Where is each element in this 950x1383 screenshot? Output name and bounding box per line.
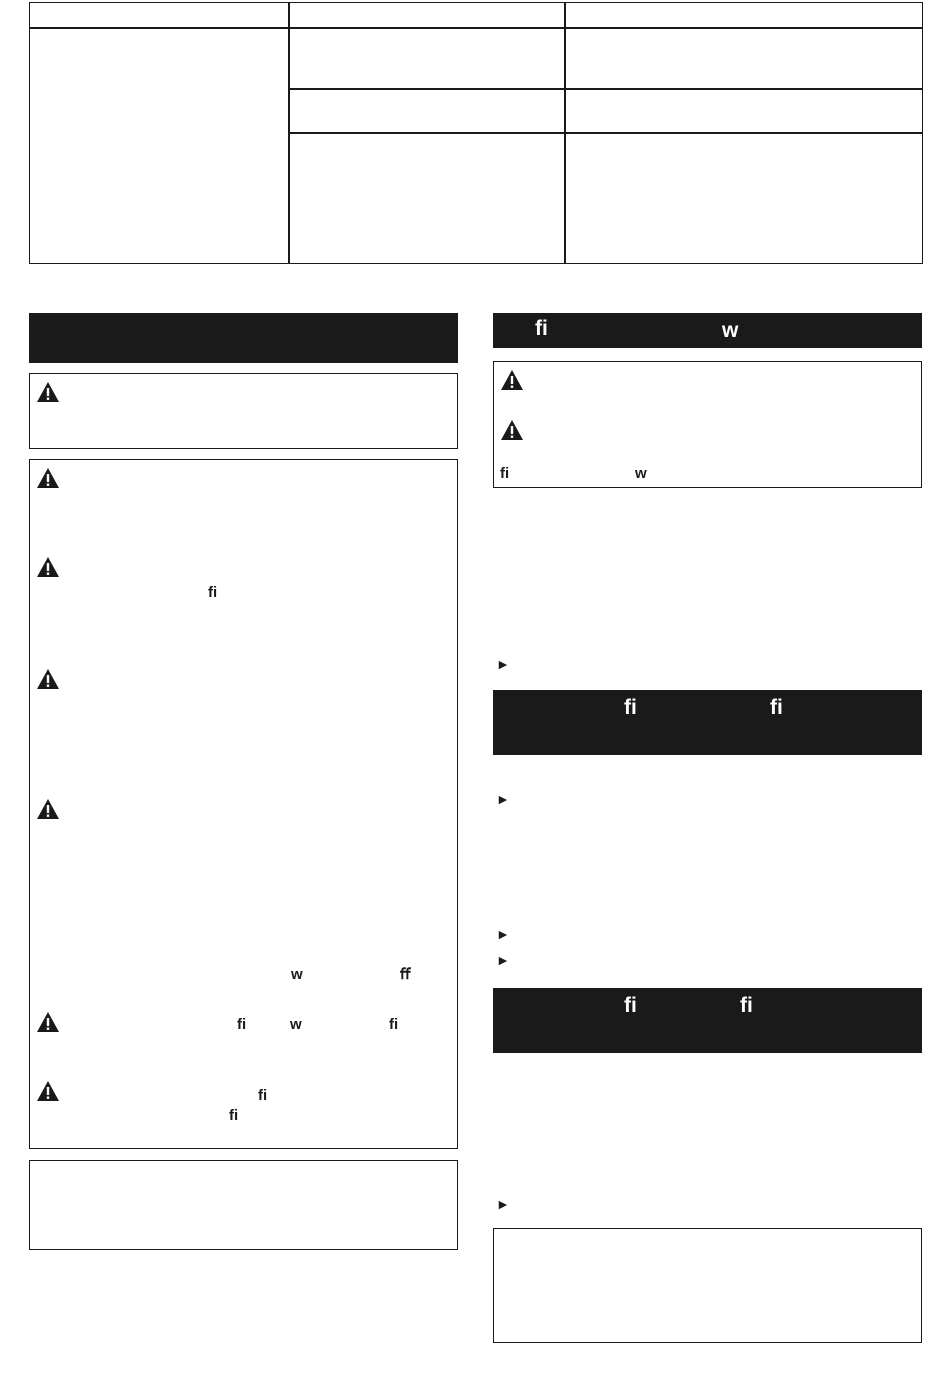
glyph-w: w xyxy=(291,966,303,983)
warning-triangle-icon xyxy=(36,381,60,403)
right-section-header-band-1 xyxy=(493,313,922,348)
right-section-header-band-3 xyxy=(493,988,922,1053)
ligature-fi: ﬁ xyxy=(258,1087,268,1104)
ligature-fi: ﬁ xyxy=(229,1107,239,1124)
glyph-w: w xyxy=(290,1016,302,1033)
left-warning-box-2 xyxy=(29,459,458,1149)
warning-triangle-icon xyxy=(36,668,60,690)
ligature-fi: ﬁ xyxy=(237,1016,247,1033)
header-glyph-w: w xyxy=(722,319,739,342)
header-ligature-fi: ﬁ xyxy=(535,317,548,340)
ligature-ff: ﬀ xyxy=(400,966,411,983)
warning-triangle-icon xyxy=(36,798,60,820)
right-warning-box xyxy=(493,361,922,488)
spec-table-row-rule-2 xyxy=(288,132,923,134)
left-warning-box-1 xyxy=(29,373,458,449)
warning-triangle-icon xyxy=(36,556,60,578)
header-ligature-fi: ﬁ xyxy=(770,696,783,719)
warning-triangle-icon xyxy=(36,1080,60,1102)
play-arrow-icon: ► xyxy=(496,952,510,968)
ligature-fi: ﬁ xyxy=(208,584,218,601)
glyph-w: w xyxy=(635,465,647,482)
header-ligature-fi: ﬁ xyxy=(740,994,753,1017)
right-note-box xyxy=(493,1228,922,1343)
warning-triangle-icon xyxy=(36,1011,60,1033)
play-arrow-icon: ► xyxy=(496,926,510,942)
warning-triangle-icon xyxy=(500,419,524,441)
ligature-fi: ﬁ xyxy=(500,465,510,482)
left-note-box xyxy=(29,1160,458,1250)
play-arrow-icon: ► xyxy=(496,791,510,807)
spec-table-row-rule-1 xyxy=(288,88,923,90)
warning-triangle-icon xyxy=(500,369,524,391)
left-section-header-band xyxy=(29,313,458,363)
ligature-fi: ﬁ xyxy=(389,1016,399,1033)
header-ligature-fi: ﬁ xyxy=(624,994,637,1017)
spec-table-header-rule xyxy=(29,27,923,29)
warning-triangle-icon xyxy=(36,467,60,489)
header-ligature-fi: ﬁ xyxy=(624,696,637,719)
right-section-header-band-2 xyxy=(493,690,922,755)
play-arrow-icon: ► xyxy=(496,656,510,672)
play-arrow-icon: ► xyxy=(496,1196,510,1212)
